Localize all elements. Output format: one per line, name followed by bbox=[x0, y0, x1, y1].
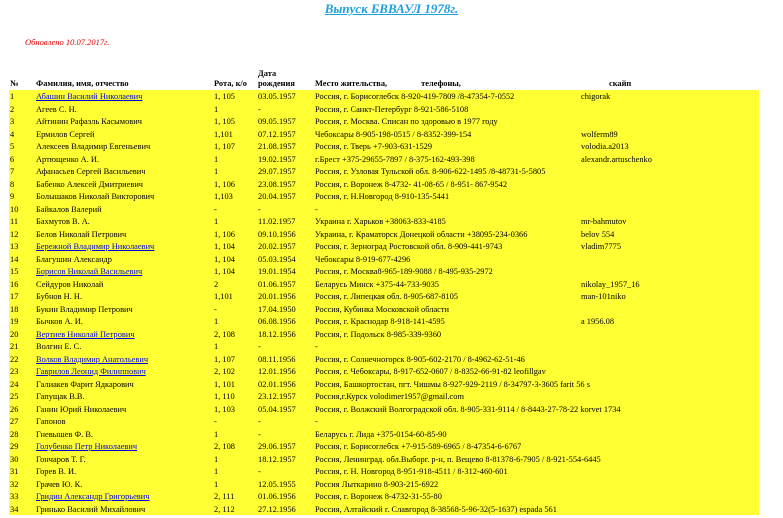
row-residence-phones: г.Брест +375-29655-7897 / 8-375-162-493-398 bbox=[314, 153, 580, 166]
row-name-cell bbox=[35, 141, 213, 154]
person-name: Горев В. И. bbox=[36, 467, 77, 476]
row-rota: 1, 104 bbox=[213, 241, 257, 254]
person-name: Бабенко Алексей Дмитриевич bbox=[36, 179, 144, 189]
table-row bbox=[9, 116, 759, 129]
row-residence-phones: - bbox=[314, 203, 580, 216]
row-name-cell[interactable] bbox=[35, 441, 213, 454]
table-row bbox=[9, 316, 759, 329]
person-link[interactable]: Голубенко Петр Николаевич bbox=[36, 442, 138, 451]
person-name: Гринько Василий Михайлович bbox=[36, 504, 146, 514]
row-skype bbox=[580, 428, 759, 441]
table-row bbox=[9, 491, 759, 504]
row-name-cell[interactable] bbox=[35, 328, 213, 341]
table-row bbox=[9, 153, 759, 166]
person-name: Ермилов Сергей bbox=[36, 129, 95, 139]
table-row bbox=[9, 378, 759, 391]
row-name-cell bbox=[35, 253, 213, 266]
table-row bbox=[9, 91, 759, 104]
person-name: Агеев С. Н. bbox=[36, 104, 77, 114]
row-birth-date: 07.12.1957 bbox=[257, 128, 314, 141]
table-header-row bbox=[9, 60, 759, 91]
person-name: Благушин Александр bbox=[36, 254, 112, 264]
table-row bbox=[9, 391, 759, 404]
row-residence-phones: Россия, г. Воронеж 8-4732-31-55-80 bbox=[314, 491, 580, 504]
row-number: 5 bbox=[9, 141, 35, 154]
person-name: Гневышев Ф. В. bbox=[36, 429, 94, 439]
row-number: 17 bbox=[9, 291, 35, 304]
row-name-cell[interactable] bbox=[35, 491, 213, 504]
row-rota: 2, 111 bbox=[213, 491, 257, 504]
row-name-cell bbox=[35, 341, 213, 354]
row-birth-date: - bbox=[257, 103, 314, 116]
row-name-cell bbox=[35, 191, 213, 204]
table-row bbox=[9, 216, 759, 229]
row-residence-phones: Россия, г. Н. Новгород 8-951-918-4511 / 8-312-460-601 bbox=[314, 466, 580, 479]
row-rota: 1 bbox=[213, 166, 257, 179]
row-skype: alexandr.artuschenko bbox=[580, 153, 759, 166]
row-skype bbox=[580, 466, 759, 479]
row-name-cell[interactable] bbox=[35, 266, 213, 279]
row-skype bbox=[580, 328, 759, 341]
row-birth-date: 12.05.1955 bbox=[257, 478, 314, 491]
table-row bbox=[9, 178, 759, 191]
row-birth-date: 08.11.1956 bbox=[257, 353, 314, 366]
row-residence-phones: Россия, г. Борисоглебск 8-920-419-7809 /8-47354-7-0552 bbox=[314, 91, 580, 104]
row-residence-phones: Украина, г. Краматорск Донецкой области +38095-234-0366 bbox=[314, 228, 580, 241]
col-header-skype bbox=[580, 60, 759, 91]
row-number: 1 bbox=[9, 91, 35, 104]
row-skype bbox=[580, 253, 759, 266]
row-rota: 1 bbox=[213, 316, 257, 329]
row-residence-phones: Россия, Ленинград. обл.Выборг. р-н, п. Вещево 8-81378-6-7905 / 8-921-554-6445 bbox=[315, 454, 601, 464]
table-row bbox=[9, 278, 759, 291]
row-number: 27 bbox=[9, 416, 35, 429]
row-residence-phones: Беларусь г. Лида +375-0154-60-85-90 bbox=[314, 428, 580, 441]
table-row bbox=[9, 203, 759, 216]
person-name: Гапущак В.В. bbox=[36, 392, 85, 401]
person-name: Гончаров Т. Г. bbox=[36, 454, 86, 464]
person-name: Бахмутов В. А. bbox=[36, 217, 90, 226]
table-row bbox=[9, 341, 759, 354]
person-link[interactable]: Бережной Владимир Николаевич bbox=[36, 242, 155, 251]
table-row bbox=[9, 328, 759, 341]
person-name: Бубнов Н. Н. bbox=[36, 292, 83, 301]
row-birth-date: 23.08.1957 bbox=[257, 178, 314, 191]
row-birth-date: 05.04.1957 bbox=[257, 403, 314, 416]
row-residence-phones: Чебоксары 8-905-198-0515 / 8-8352-399-154 bbox=[314, 128, 580, 141]
row-rota: 1,103 bbox=[213, 191, 257, 204]
row-birth-date: 27.12.1956 bbox=[257, 503, 314, 515]
row-birth-date: 06.08.1956 bbox=[257, 316, 314, 329]
person-link[interactable]: Вертиев Николай Петрович bbox=[36, 329, 135, 339]
row-rota: 1, 103 bbox=[213, 403, 257, 416]
row-residence-phones: Россия, Башкортостан, пгт. Чишмы 8-927-929-2119 / 8-34797-3-3605 farit 56 s bbox=[315, 379, 590, 389]
row-residence-phones: Беларусь Минск +375-44-733-9035 bbox=[314, 278, 580, 291]
row-number: 15 bbox=[9, 266, 35, 279]
row-number: 7 bbox=[9, 166, 35, 179]
row-skype bbox=[580, 266, 759, 279]
person-name: Алексеев Владимир Евгеньевич bbox=[36, 142, 151, 151]
row-name-cell bbox=[35, 316, 213, 329]
row-rota: 1 bbox=[213, 453, 257, 466]
row-birth-date: 11.02.1957 bbox=[257, 216, 314, 229]
row-birth-date: - bbox=[257, 341, 314, 354]
row-rota: 1, 104 bbox=[213, 266, 257, 279]
row-number: 14 bbox=[9, 253, 35, 266]
row-residence-phones: Россия, г. Узловая Тульской обл. 8-906-622-1495 /8-48731-5-5805 bbox=[314, 166, 580, 179]
row-birth-date: 18.12.1956 bbox=[257, 328, 314, 341]
row-residence-phones: Россия, г. Москва8-965-189-9088 / 8-495-935-2972 bbox=[314, 266, 580, 279]
row-residence-phones: Россия, г. Липецкая обл. 8-905-687-8105 bbox=[314, 291, 580, 304]
row-name-cell[interactable] bbox=[35, 91, 213, 104]
row-birth-date: - bbox=[257, 428, 314, 441]
person-name: Бычков А. И. bbox=[36, 317, 83, 326]
row-name-cell bbox=[35, 166, 213, 179]
person-name: Волгин Е. С. bbox=[36, 342, 82, 351]
row-residence-phones: Россия Лыткарино 8-903-215-6922 bbox=[314, 478, 580, 491]
table-row bbox=[9, 453, 759, 466]
row-skype: belov 554 bbox=[580, 228, 759, 241]
col-header-rota: Рота, к/о bbox=[214, 78, 247, 88]
row-residence-phones: Россия, Кубинка Московской области bbox=[314, 303, 580, 316]
row-name-cell bbox=[35, 128, 213, 141]
row-number: 8 bbox=[9, 178, 35, 191]
row-rota: 1, 105 bbox=[213, 116, 257, 129]
row-birth-date: 19.01.1954 bbox=[257, 266, 314, 279]
row-rota: 1 bbox=[213, 478, 257, 491]
table-row bbox=[9, 366, 759, 379]
row-residence-phones: Россия, г. Волжский Волгоградской обл. 8-905-331-9114 / 8-8443-27-78-22 korvet 1734 bbox=[315, 404, 621, 414]
table-row bbox=[9, 266, 759, 279]
row-birth-date: 03.05.1957 bbox=[257, 91, 314, 104]
row-skype bbox=[580, 491, 759, 504]
row-number: 4 bbox=[9, 128, 35, 141]
row-birth-date: 21.08.1957 bbox=[257, 141, 314, 154]
row-name-cell bbox=[35, 203, 213, 216]
row-birth-date: 23.12.1957 bbox=[257, 391, 314, 404]
person-name: Букин Владимир Петрович bbox=[36, 304, 133, 314]
row-name-cell bbox=[35, 478, 213, 491]
table-row bbox=[9, 166, 759, 179]
person-link[interactable]: Абашин Василий Николаевич bbox=[36, 92, 143, 101]
person-name: Галиакев Фарит Ядкарович bbox=[36, 379, 134, 389]
row-residence-phones: Россия, г. Зерноград Ростовской обл. 8-909-441-9743 bbox=[314, 241, 580, 254]
row-name-cell bbox=[35, 103, 213, 116]
row-rota: 1 bbox=[213, 428, 257, 441]
table-row bbox=[9, 303, 759, 316]
row-rota: 1, 107 bbox=[213, 353, 257, 366]
row-skype bbox=[580, 178, 759, 191]
row-residence-phones: Россия, г. Тверь +7-903-631-1529 bbox=[314, 141, 580, 154]
row-name-cell bbox=[35, 466, 213, 479]
row-birth-date: 01.06.1957 bbox=[257, 278, 314, 291]
row-birth-date: - bbox=[257, 466, 314, 479]
row-birth-date: 05.03.1954 bbox=[257, 253, 314, 266]
row-birth-date: 19.02.1957 bbox=[257, 153, 314, 166]
row-number: 11 bbox=[9, 216, 35, 229]
row-birth-date: 02.01.1956 bbox=[257, 378, 314, 391]
row-number: 16 bbox=[9, 278, 35, 291]
row-number: 26 bbox=[9, 403, 35, 416]
row-number: 28 bbox=[9, 428, 35, 441]
row-residence-phones: Россия, г. Борисоглебск +7-915-589-6965 / 8-47354-6-6767 bbox=[314, 441, 580, 454]
row-birth-date: 09.10.1956 bbox=[257, 228, 314, 241]
table-row bbox=[9, 466, 759, 479]
row-skype bbox=[580, 303, 759, 316]
table-row bbox=[9, 428, 759, 441]
row-number: 12 bbox=[9, 228, 35, 241]
table-row bbox=[9, 253, 759, 266]
table-row bbox=[9, 478, 759, 491]
row-rota: 2, 102 bbox=[213, 366, 257, 379]
row-skype bbox=[580, 416, 759, 429]
row-skype: man-101niko bbox=[580, 291, 759, 304]
row-skype: wolferm89 bbox=[580, 128, 759, 141]
row-number: 3 bbox=[9, 116, 35, 129]
row-skype bbox=[580, 203, 759, 216]
row-skype bbox=[580, 103, 759, 116]
person-link[interactable]: Волков Владимир Анатольевич bbox=[36, 354, 149, 364]
row-skype bbox=[580, 166, 759, 179]
row-residence-phones: Россия, г. Подольск 8-985-339-9360 bbox=[314, 328, 580, 341]
row-birth-date: 29.06.1957 bbox=[257, 441, 314, 454]
row-number: 25 bbox=[9, 391, 35, 404]
row-number: 13 bbox=[9, 241, 35, 254]
row-name-cell[interactable] bbox=[35, 366, 213, 379]
row-skype bbox=[580, 441, 759, 454]
table-row bbox=[9, 441, 759, 454]
row-skype bbox=[580, 341, 759, 354]
row-birth-date: 12.01.1956 bbox=[257, 366, 314, 379]
row-rota: 1, 107 bbox=[213, 141, 257, 154]
row-skype bbox=[580, 366, 759, 379]
row-skype bbox=[580, 353, 759, 366]
row-birth-date: - bbox=[257, 416, 314, 429]
row-number: 9 bbox=[9, 191, 35, 204]
row-birth-date: - bbox=[257, 203, 314, 216]
person-name: Байкалов Валерий bbox=[36, 204, 102, 214]
row-residence-phones: Россия, Алтайский г. Славгород 8-38568-5-96-32(5-1637) espada 561 bbox=[314, 503, 580, 515]
row-name-cell bbox=[35, 428, 213, 441]
row-birth-date: 17.04.1950 bbox=[257, 303, 314, 316]
row-name-cell bbox=[35, 403, 213, 416]
row-rota: 1, 106 bbox=[213, 178, 257, 191]
row-number: 20 bbox=[9, 328, 35, 341]
row-name-cell bbox=[35, 216, 213, 229]
table-row bbox=[9, 416, 759, 429]
row-rota: 1,101 bbox=[213, 291, 257, 304]
phones-label: телефоны, bbox=[421, 78, 461, 88]
row-birth-date: 18.12.1957 bbox=[257, 453, 314, 466]
row-name-cell bbox=[35, 391, 213, 404]
row-rota: 2 bbox=[213, 278, 257, 291]
row-residence-phones: Россия,г.Курск volodimer1957@gmail.com bbox=[314, 391, 580, 404]
row-number: 2 bbox=[9, 103, 35, 116]
row-rota: - bbox=[213, 416, 257, 429]
roster-table bbox=[9, 60, 759, 515]
row-number: 23 bbox=[9, 366, 35, 379]
col-header-num: № bbox=[10, 78, 19, 88]
row-number: 24 bbox=[9, 378, 35, 391]
row-number: 34 bbox=[9, 503, 35, 515]
row-residence-phones: Россия, г. Н.Новгород 8-910-135-5441 bbox=[314, 191, 580, 204]
table-row bbox=[9, 291, 759, 304]
row-birth-date: 29.07.1957 bbox=[257, 166, 314, 179]
row-name-cell[interactable] bbox=[35, 353, 213, 366]
row-residence-phones: Россия, г. Краснодар 8-918-141-4595 bbox=[314, 316, 580, 329]
table-body bbox=[9, 91, 759, 516]
row-name-cell bbox=[35, 416, 213, 429]
table-row bbox=[9, 141, 759, 154]
row-rota: 1 bbox=[213, 466, 257, 479]
row-number: 10 bbox=[9, 203, 35, 216]
row-birth-date: 09.05.1957 bbox=[257, 116, 314, 129]
skype-label: скайп bbox=[609, 78, 632, 88]
row-name-cell bbox=[35, 178, 213, 191]
row-skype bbox=[580, 378, 759, 391]
row-name-cell bbox=[35, 453, 213, 466]
row-rota: 2, 112 bbox=[213, 503, 257, 515]
row-residence-phones: Россия, г. Москва. Списан по здоровью в 1977 году bbox=[314, 116, 580, 129]
row-birth-date: 01.06.1956 bbox=[257, 491, 314, 504]
row-birth-date: 20.04.1957 bbox=[257, 191, 314, 204]
row-skype: volodia.a2013 bbox=[580, 141, 759, 154]
row-birth-date: 20.02.1957 bbox=[257, 241, 314, 254]
table-row bbox=[9, 353, 759, 366]
row-rota: 1, 110 bbox=[213, 391, 257, 404]
person-name: Сейдуров Николай bbox=[36, 279, 104, 289]
row-name-cell bbox=[35, 503, 213, 515]
row-number: 22 bbox=[9, 353, 35, 366]
row-number: 21 bbox=[9, 341, 35, 354]
col-header-name: Фамилия, имя, отчество bbox=[36, 78, 129, 88]
table-row bbox=[9, 128, 759, 141]
row-residence-phones: Россия, г. Санкт-Петербург 8-921-586-5108 bbox=[314, 103, 580, 116]
row-residence-phones: - bbox=[314, 416, 580, 429]
person-name: Белов Николай Петрович bbox=[36, 229, 127, 239]
row-number: 6 bbox=[9, 153, 35, 166]
row-rota: 1 bbox=[213, 153, 257, 166]
row-residence-phones: Россия, г. Воронеж 8-4732- 41-08-65 / 8-951- 867-9542 bbox=[314, 178, 580, 191]
row-name-cell bbox=[35, 278, 213, 291]
person-link[interactable]: Борисов Николай Васильевич bbox=[36, 267, 143, 276]
row-name-cell bbox=[35, 228, 213, 241]
person-name: Гапонов bbox=[36, 417, 66, 426]
row-residence-phones: Россия, г. Солнечногорск 8-905-602-2170 / 8-4962-62-51-46 bbox=[314, 353, 580, 366]
row-number: 32 bbox=[9, 478, 35, 491]
row-rota: - bbox=[213, 303, 257, 316]
row-rota: 1,101 bbox=[213, 128, 257, 141]
table-row bbox=[9, 103, 759, 116]
row-number: 29 bbox=[9, 441, 35, 454]
person-name: Ганин Юрий Николаевич bbox=[36, 404, 127, 414]
row-number: 19 bbox=[9, 316, 35, 329]
row-residence-phones: Чебоксары 8-919-677-4296 bbox=[314, 253, 580, 266]
row-skype: mr-bahmutov bbox=[580, 216, 759, 229]
col-header-birth: Дата рождения bbox=[258, 69, 295, 88]
updated-note: Обновлено 10.07.2017г. bbox=[25, 37, 110, 47]
col-header-residence bbox=[314, 60, 580, 91]
row-name-cell[interactable] bbox=[35, 241, 213, 254]
row-skype bbox=[580, 116, 759, 129]
row-rota: 1, 106 bbox=[213, 228, 257, 241]
row-skype bbox=[580, 391, 759, 404]
row-rota: 1 bbox=[213, 216, 257, 229]
row-number: 18 bbox=[9, 303, 35, 316]
row-skype bbox=[580, 478, 759, 491]
row-rota: 1, 104 bbox=[213, 253, 257, 266]
row-rota: 2, 108 bbox=[213, 441, 257, 454]
table-row bbox=[9, 403, 759, 416]
table-row bbox=[9, 503, 759, 515]
row-name-cell bbox=[35, 303, 213, 316]
row-name-cell bbox=[35, 116, 213, 129]
residence-label: Место жительства, bbox=[315, 78, 388, 88]
row-skype bbox=[580, 453, 759, 466]
table-row bbox=[9, 241, 759, 254]
row-number: 33 bbox=[9, 491, 35, 504]
row-rota: - bbox=[213, 203, 257, 216]
row-skype: vladim7775 bbox=[580, 241, 759, 254]
row-rota: 2, 108 bbox=[213, 328, 257, 341]
row-skype bbox=[580, 191, 759, 204]
row-residence-phones: - bbox=[314, 341, 580, 354]
person-name: Артющенко А. И. bbox=[36, 154, 99, 164]
person-name: Грачев Ю. К. bbox=[36, 479, 83, 489]
row-rota: 1 bbox=[213, 103, 257, 116]
row-residence-phones: Россия, г. Чебоксары, 8-917-652-0607 / 8-8352-66-91-82 leofillgav bbox=[314, 366, 580, 379]
row-number: 31 bbox=[9, 466, 35, 479]
person-name: Болышаков Николай Викторович bbox=[36, 192, 155, 201]
table-row bbox=[9, 191, 759, 204]
row-rota: 1 bbox=[213, 341, 257, 354]
row-skype bbox=[580, 503, 759, 515]
row-birth-date: 20.01.1956 bbox=[257, 291, 314, 304]
row-rota: 1, 101 bbox=[213, 378, 257, 391]
row-skype: a 1956.08 bbox=[580, 316, 759, 329]
row-skype: nikolay_1957_16 bbox=[580, 278, 759, 291]
person-name: Айтинин Рафаэль Касымович bbox=[36, 117, 142, 126]
row-name-cell bbox=[35, 153, 213, 166]
person-link[interactable]: Гаврилов Леонид Филиппович bbox=[36, 367, 146, 376]
person-name: Афанасьев Сергей Васильевич bbox=[36, 167, 146, 176]
page-title: Выпуск БВВАУЛ 1978г. bbox=[324, 1, 459, 16]
person-link[interactable]: Гридин Александр Григорьевич bbox=[36, 492, 150, 501]
row-rota: 1, 105 bbox=[213, 91, 257, 104]
row-name-cell bbox=[35, 378, 213, 391]
row-skype: chigorak bbox=[580, 91, 759, 104]
table-row bbox=[9, 228, 759, 241]
row-name-cell bbox=[35, 291, 213, 304]
row-residence-phones: Украина г. Харьков +38063-833-4185 bbox=[314, 216, 580, 229]
row-number: 30 bbox=[9, 453, 35, 466]
